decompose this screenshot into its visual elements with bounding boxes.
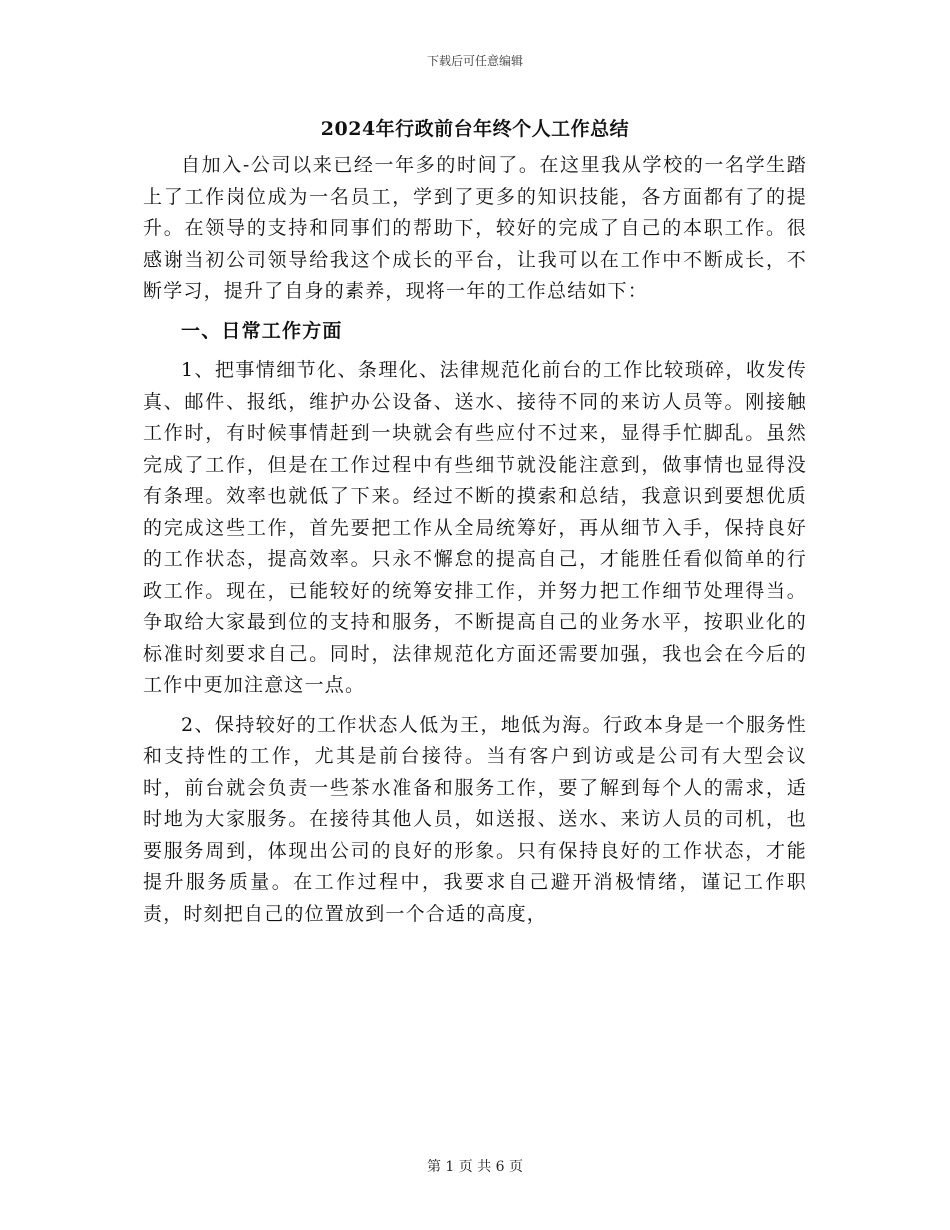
document-body	[143, 150, 807, 930]
page-footer: 第 1 页 共 6 页	[426, 1159, 524, 1175]
item-1-paragraph: 1、把事情细节化、条理化、法律规范化前台的工作比较琐碎，收发传真、邮件、报纸，维护办公设备、送水、接待不同的来访人员等。刚接触工作时，有时候事情赶到一块就会有些应付不过来，显得手忙脚乱。虽然完成了工作，但是在工作过程中有些细节就没能注意到，做事情也显得没有条理。效率也就低了下来。经过不断的摸索和总结，我意识到要想优质的完成这些工作，首先要把工作从全局统筹好，再从细节入手，保持良好的工作状态，提高效率。只永不懈怠的提高自己，才能胜任看似简单的行政工作。现在，已能较好的统筹安排工作，并努力把工作细节处理得当。争取给大家最到位的支持和服务，不断提高自己的业务水平，按职业化的标准时刻要求自己。同时，法律规范化方面还需要加强，我也会在今后的工作中更加注意这一点。	[143, 359, 807, 696]
header-note: 下载后可任意编辑	[426, 54, 523, 68]
section-heading: 一、日常工作方面	[181, 319, 343, 342]
item-2-paragraph: 2、保持较好的工作状态人低为王，地低为海。行政本身是一个服务性和支持性的工作，尤其是前台接待。当有客户到访或是公司有大型会议时，前台就会负责一些茶水准备和服务工作，要了解到每个人的需求，适时地为大家服务。在接待其他人员，如送报、送水、来访人员的司机，也要服务周到，体现出公司的良好的形象。只有保持良好的工作状态，才能提升服务质量。在工作过程中，我要求自己避开消极情绪，谨记工作职责，时刻把自己的位置放到一个合适的高度，	[143, 713, 807, 925]
document-title: 2024年行政前台年终个人工作总结	[320, 118, 630, 140]
intro-paragraph: 自加入-公司以来已经一年多的时间了。在这里我从学校的一名学生踏上了工作岗位成为一名员工，学到了更多的知识技能，各方面都有了的提升。在领导的支持和同事们的帮助下，较好的完成了自己的本职工作。很感谢当初公司领导给我这个成长的平台，让我可以在工作中不断成长，不断学习，提升了自身的素养，现将一年的工作总结如下：	[143, 154, 807, 302]
